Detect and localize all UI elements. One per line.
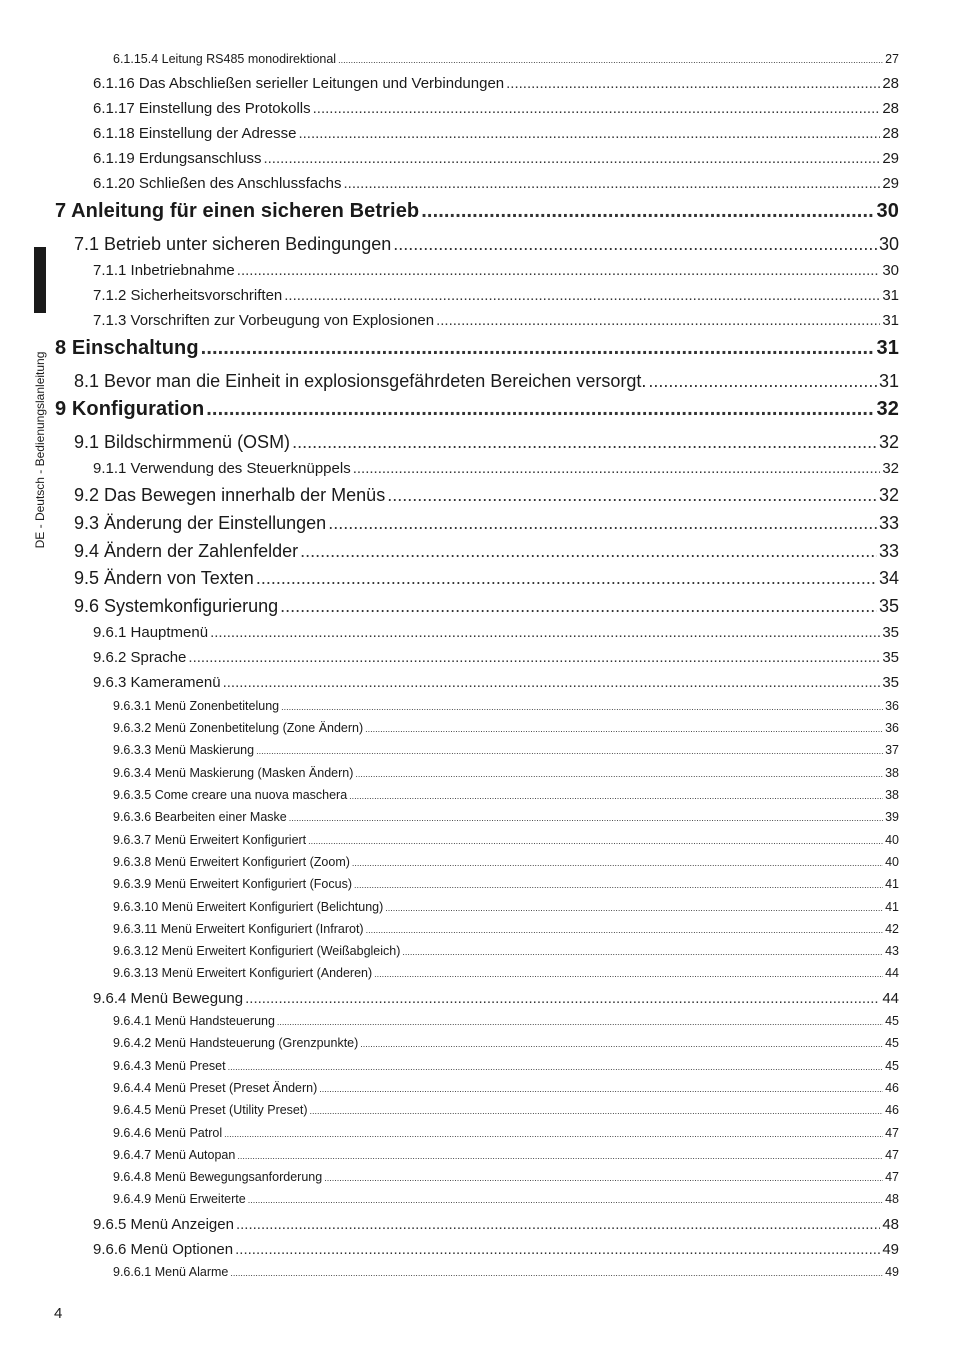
toc-entry-title: 9.6.4.2 Menü Handsteuerung (Grenzpunkte)	[113, 1036, 359, 1050]
toc-dot-leader	[245, 990, 880, 1007]
toc-dot-leader	[256, 568, 877, 589]
toc-dot-leader	[353, 460, 881, 477]
toc-entry[interactable]	[113, 721, 899, 735]
toc-dot-leader	[352, 858, 883, 868]
toc-entry[interactable]	[113, 877, 899, 891]
toc-dot-leader	[206, 398, 874, 421]
toc-dot-leader	[289, 813, 883, 823]
toc-dot-leader	[310, 1106, 884, 1116]
toc-entry[interactable]	[93, 175, 899, 192]
toc-entry-title: 9.6.3.6 Bearbeiten einer Maske	[113, 810, 287, 824]
toc-entry-page: 32	[878, 432, 899, 452]
toc-dot-leader	[230, 1268, 883, 1278]
toc-entry[interactable]	[74, 513, 899, 534]
toc-entry[interactable]	[93, 1216, 899, 1233]
toc-entry-page: 31	[876, 337, 899, 359]
toc-entry[interactable]	[113, 922, 899, 936]
toc-entry-page: 36	[885, 699, 899, 713]
toc-entry[interactable]	[93, 624, 899, 641]
toc-entry-title: 9.1.1 Verwendung des Steuerknüppels	[93, 460, 351, 477]
toc-entry-page: 31	[882, 287, 899, 304]
toc-entry-page: 41	[885, 900, 899, 914]
toc-entry-title: 8 Einschaltung	[55, 337, 199, 359]
toc-entry-page: 49	[882, 1241, 899, 1258]
toc-dot-leader	[366, 925, 884, 935]
toc-dot-leader	[256, 746, 883, 756]
toc-entry-page: 32	[882, 460, 899, 477]
toc-entry-page: 39	[885, 810, 899, 824]
toc-dot-leader	[354, 880, 883, 890]
toc-dot-leader	[292, 432, 877, 453]
toc-entry[interactable]	[93, 287, 899, 304]
toc-entry-page: 28	[882, 125, 899, 142]
toc-dot-leader	[224, 1129, 883, 1139]
toc-dot-leader	[648, 371, 877, 392]
toc-entry[interactable]	[74, 234, 899, 255]
toc-entry[interactable]	[55, 200, 899, 223]
toc-entry[interactable]	[113, 52, 899, 66]
toc-entry-title: 9.6.3.12 Menü Erweitert Konfiguriert (Weißabgleich)	[113, 944, 401, 958]
toc-entry-page: 48	[885, 1192, 899, 1206]
toc-entry[interactable]	[55, 398, 899, 421]
toc-dot-leader	[235, 1241, 880, 1258]
toc-entry-title: 6.1.16 Das Abschließen serieller Leitungen und Verbindungen	[93, 75, 505, 92]
toc-entry-page: 33	[878, 513, 899, 533]
toc-entry-page: 35	[878, 596, 899, 616]
toc-entry-title: 9.6.4.1 Menü Handsteuerung	[113, 1014, 275, 1028]
toc-entry[interactable]	[74, 541, 899, 562]
toc-entry-title: 9.6.3.2 Menü Zonenbetitelung (Zone Ändern)	[113, 721, 364, 735]
toc-entry-title: 9.6.4.3 Menü Preset	[113, 1059, 226, 1073]
toc-entry-page: 47	[885, 1170, 899, 1184]
toc-entry-title: 9.6.4.6 Menü Patrol	[113, 1126, 223, 1140]
toc-entry-title: 7.1 Betrieb unter sicheren Bedingungen	[74, 234, 392, 254]
toc-dot-leader	[188, 649, 880, 666]
toc-entry-page: 29	[882, 150, 899, 167]
toc-entry-page: 31	[882, 312, 899, 329]
toc-entry-title: 8.1 Bevor man die Einheit in explosionsgefährdeten Bereichen versorgt.	[74, 371, 647, 391]
toc-entry[interactable]	[93, 649, 899, 666]
toc-dot-leader	[300, 541, 877, 562]
sidebar-label: DE - Deutsch - Bedienungslanleitung	[33, 351, 47, 549]
toc-entry-title: 9.6.6.1 Menü Alarme	[113, 1265, 229, 1279]
toc-entry-page: 38	[885, 788, 899, 802]
toc-entry-title: 9.6.3.7 Menü Erweitert Konfiguriert	[113, 833, 307, 847]
toc-entry[interactable]	[93, 312, 899, 329]
toc-dot-leader	[298, 125, 880, 142]
toc-entry-page: 29	[882, 175, 899, 192]
toc-entry-title: 9.6.3.10 Menü Erweitert Konfiguriert (Belichtung)	[113, 900, 384, 914]
toc-entry[interactable]	[113, 1059, 899, 1073]
toc-entry[interactable]	[74, 596, 899, 617]
toc-entry-page: 40	[885, 833, 899, 847]
toc-dot-leader	[319, 1084, 883, 1094]
toc-dot-leader	[349, 791, 883, 801]
toc-entry[interactable]	[113, 810, 899, 824]
toc-entry[interactable]	[113, 1148, 899, 1162]
toc-entry-page: 27	[885, 52, 899, 66]
toc-entry-title: 9.6.6 Menü Optionen	[93, 1241, 234, 1258]
toc-dot-leader	[281, 702, 883, 712]
toc-entry-title: 7.1.1 Inbetriebnahme	[93, 262, 235, 279]
toc-entry[interactable]	[93, 990, 899, 1007]
toc-entry[interactable]	[113, 900, 899, 914]
toc-entry[interactable]	[93, 100, 899, 117]
toc-dot-leader	[374, 969, 883, 979]
toc-dot-leader	[421, 200, 874, 223]
toc-dot-leader	[201, 337, 875, 360]
toc-entry-title: 9.4 Ändern der Zahlenfelder	[74, 541, 299, 561]
toc-entry-title: 9.6.3.4 Menü Maskierung (Masken Ändern)	[113, 766, 354, 780]
toc-entry[interactable]	[113, 1126, 899, 1140]
toc-entry-page: 34	[878, 568, 899, 588]
toc-dot-leader	[280, 596, 877, 617]
toc-entry-title: 9.6 Systemkonfigurierung	[74, 596, 279, 616]
toc-entry-title: 6.1.18 Einstellung der Adresse	[93, 125, 297, 142]
toc-dot-leader	[393, 234, 877, 255]
toc-entry-title: 9.2 Das Bewegen innerhalb der Menüs	[74, 485, 386, 505]
toc-entry-page: 32	[876, 398, 899, 420]
toc-entry-page: 42	[885, 922, 899, 936]
toc-entry[interactable]	[113, 833, 899, 847]
toc-entry-title: 9.1 Bildschirmmenü (OSM)	[74, 432, 291, 452]
toc-entry-title: 6.1.17 Einstellung des Protokolls	[93, 100, 311, 117]
toc-dot-leader	[387, 485, 877, 506]
toc-dot-leader	[263, 150, 880, 167]
toc-entry[interactable]	[113, 855, 899, 869]
toc-dot-leader	[210, 624, 880, 641]
toc-entry-title: 9.6.3.11 Menü Erweitert Konfiguriert (Infrarot)	[113, 922, 364, 936]
toc-entry[interactable]	[93, 460, 899, 477]
toc-entry[interactable]	[113, 1036, 899, 1050]
toc-entry[interactable]	[93, 75, 899, 92]
toc-entry-page: 31	[878, 371, 899, 391]
toc-entry-page: 46	[885, 1103, 899, 1117]
toc-entry-page: 40	[885, 855, 899, 869]
toc-entry[interactable]	[113, 1170, 899, 1184]
toc-entry[interactable]	[74, 568, 899, 589]
toc-entry-title: 9.6.3.9 Menü Erweitert Konfiguriert (Focus)	[113, 877, 352, 891]
toc-dot-leader	[228, 1062, 884, 1072]
toc-entry-page: 35	[882, 624, 899, 641]
toc-dot-leader	[385, 903, 883, 913]
toc-entry-page: 35	[882, 649, 899, 666]
toc-entry-title: 9.3 Änderung der Einstellungen	[74, 513, 327, 533]
toc-entry-title: 9.6.5 Menü Anzeigen	[93, 1216, 234, 1233]
toc-dot-leader	[343, 175, 880, 192]
toc-dot-leader	[284, 287, 880, 304]
toc-entry[interactable]	[113, 766, 899, 780]
toc-entry-title: 9.6.4.4 Menü Preset (Preset Ändern)	[113, 1081, 318, 1095]
toc-dot-leader	[338, 55, 883, 65]
toc-entry-title: 6.1.19 Erdungsanschluss	[93, 150, 262, 167]
toc-entry-page: 36	[885, 721, 899, 735]
toc-entry[interactable]	[113, 1265, 899, 1279]
toc-entry-page: 30	[882, 262, 899, 279]
toc-entry[interactable]	[113, 944, 899, 958]
toc-entry[interactable]	[113, 966, 899, 980]
toc-entry-title: 6.1.20 Schließen des Anschlussfachs	[93, 175, 342, 192]
toc-dot-leader	[328, 513, 877, 534]
toc-entry-title: 9.6.3.1 Menü Zonenbetitelung	[113, 699, 280, 713]
toc-entry-page: 30	[876, 200, 899, 222]
toc-entry-title: 9.6.4 Menü Bewegung	[93, 990, 244, 1007]
toc-entry-page: 43	[885, 944, 899, 958]
toc-entry-page: 45	[885, 1036, 899, 1050]
toc-dot-leader	[248, 1195, 883, 1205]
toc-entry-page: 38	[885, 766, 899, 780]
toc-entry[interactable]	[74, 432, 899, 453]
toc-entry-title: 9.6.3.5 Come creare una nuova maschera	[113, 788, 348, 802]
toc-dot-leader	[277, 1017, 883, 1027]
toc-entry-page: 35	[882, 674, 899, 691]
toc-dot-leader	[223, 674, 881, 691]
toc-entry[interactable]	[113, 1192, 899, 1206]
toc-entry-page: 49	[885, 1265, 899, 1279]
toc-entry-title: 7.1.3 Vorschriften zur Vorbeugung von Explosionen	[93, 312, 435, 329]
toc-dot-leader	[436, 312, 880, 329]
toc-entry-page: 37	[885, 743, 899, 757]
toc-dot-leader	[313, 100, 881, 117]
toc-entry[interactable]	[113, 743, 899, 757]
toc-entry[interactable]	[93, 125, 899, 142]
toc-entry[interactable]	[55, 337, 899, 360]
toc-entry[interactable]	[113, 788, 899, 802]
toc-entry-title: 9.6.4.9 Menü Erweiterte	[113, 1192, 246, 1206]
toc-entry-page: 45	[885, 1014, 899, 1028]
toc-entry[interactable]	[93, 674, 899, 691]
toc-entry-title: 6.1.15.4 Leitung RS485 monodirektional	[113, 52, 337, 66]
toc-entry[interactable]	[113, 1103, 899, 1117]
toc-entry-page: 30	[878, 234, 899, 254]
toc-dot-leader	[237, 262, 881, 279]
toc-entry-page: 41	[885, 877, 899, 891]
toc-entry[interactable]	[93, 1241, 899, 1258]
toc-entry[interactable]	[113, 1014, 899, 1028]
toc-entry-title: 7 Anleitung für einen sicheren Betrieb	[55, 200, 420, 222]
toc-entry[interactable]	[93, 150, 899, 167]
toc-entry[interactable]	[74, 485, 899, 506]
toc-dot-leader	[402, 947, 883, 957]
toc-entry-title: 9.5 Ändern von Texten	[74, 568, 254, 588]
toc-entry-page: 45	[885, 1059, 899, 1073]
toc-entry-title: 9.6.3.13 Menü Erweitert Konfiguriert (Anderen)	[113, 966, 373, 980]
toc-entry-title: 9.6.3 Kameramenü	[93, 674, 221, 691]
toc-entry-title: 9.6.1 Hauptmenü	[93, 624, 209, 641]
toc-entry-page: 28	[882, 100, 899, 117]
toc-entry-page: 44	[882, 990, 899, 1007]
toc-dot-leader	[308, 836, 883, 846]
toc-dot-leader	[506, 75, 880, 92]
toc-entry-page: 44	[885, 966, 899, 980]
page-number: 4	[54, 1305, 63, 1322]
toc-entry-title: 7.1.2 Sicherheitsvorschriften	[93, 287, 283, 304]
toc-entry-page: 28	[882, 75, 899, 92]
toc-dot-leader	[355, 769, 883, 779]
toc-entry-title: 9.6.4.7 Menü Autopan	[113, 1148, 236, 1162]
toc-dot-leader	[236, 1216, 880, 1233]
toc-entry-page: 33	[878, 541, 899, 561]
toc-dot-leader	[324, 1173, 883, 1183]
toc-entry[interactable]	[113, 1081, 899, 1095]
toc-entry-page: 32	[878, 485, 899, 505]
toc-entry-title: 9 Konfiguration	[55, 398, 205, 420]
toc-entry-page: 48	[882, 1216, 899, 1233]
toc-dot-leader	[365, 724, 883, 734]
toc-dot-leader	[360, 1039, 883, 1049]
toc-dot-leader	[237, 1151, 883, 1161]
toc-entry-page: 47	[885, 1126, 899, 1140]
toc-entry-page: 46	[885, 1081, 899, 1095]
toc-entry[interactable]	[74, 371, 899, 392]
toc-entry[interactable]	[113, 699, 899, 713]
toc-entry[interactable]	[93, 262, 899, 279]
toc-entry-title: 9.6.3.3 Menü Maskierung	[113, 743, 255, 757]
toc-entry-title: 9.6.2 Sprache	[93, 649, 187, 666]
toc-entry-title: 9.6.3.8 Menü Erweitert Konfiguriert (Zoom)	[113, 855, 350, 869]
toc-entry-page: 47	[885, 1148, 899, 1162]
toc-entry-title: 9.6.4.5 Menü Preset (Utility Preset)	[113, 1103, 308, 1117]
toc-entry-title: 9.6.4.8 Menü Bewegungsanforderung	[113, 1170, 323, 1184]
